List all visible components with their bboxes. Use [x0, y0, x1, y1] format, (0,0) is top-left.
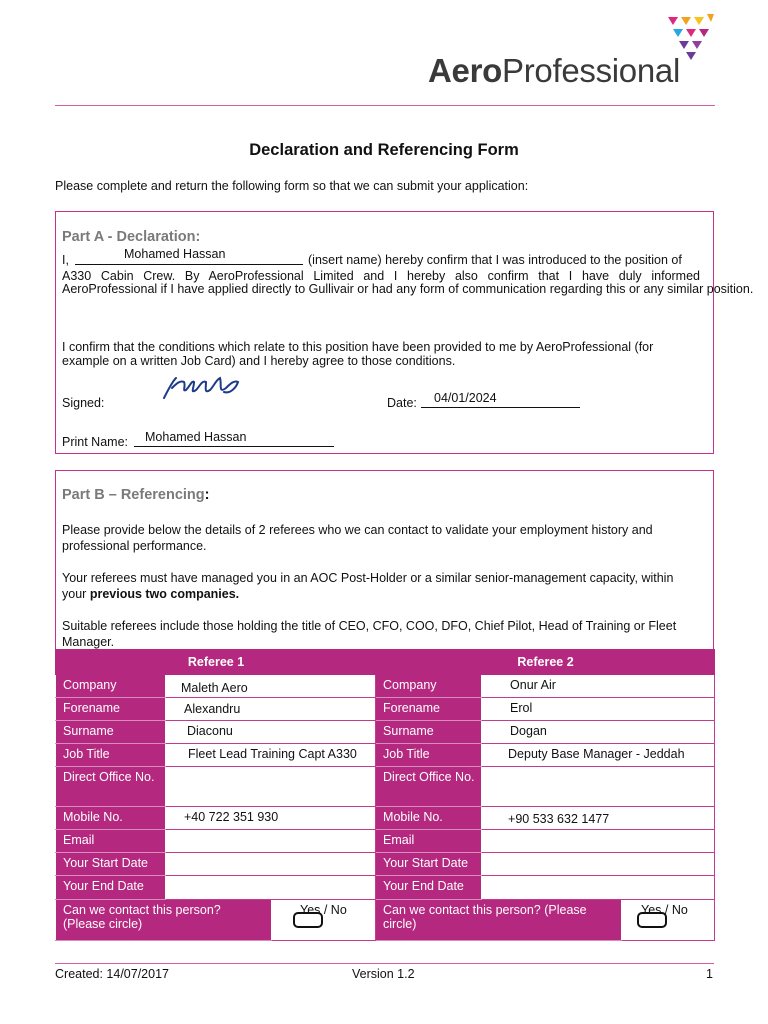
conditions-line2: example on a written Job Card) and I hereby agree to those conditions.	[62, 354, 456, 368]
footer-divider	[55, 963, 714, 964]
forename-label: Forename	[376, 698, 482, 721]
part-a-heading: Part A - Declaration:	[62, 229, 201, 245]
ref1-surname-field[interactable]: Diaconu	[166, 721, 376, 744]
ref1-contact-choice[interactable]: Yes / No	[272, 900, 376, 941]
referencing-p3-line2: Manager.	[62, 635, 115, 649]
forename-label: Forename	[56, 698, 166, 721]
footer-created: Created: 14/07/2017	[55, 967, 169, 981]
ref1-end-date-field[interactable]	[166, 876, 376, 900]
print-name-value: Mohamed Hassan	[145, 430, 247, 444]
job-title-label: Job Title	[56, 744, 166, 767]
table-row	[56, 767, 715, 807]
declaration-i: I,	[62, 253, 69, 267]
declaration-line2: A330 Cabin Crew. By AeroProfessional Limited and I hereby also confirm that I have duly informed	[62, 269, 700, 283]
date-value: 04/01/2024	[434, 391, 497, 405]
email-label: Email	[56, 830, 166, 853]
ref2-surname-field[interactable]: Dogan	[482, 721, 715, 744]
ref2-forename-field[interactable]: Erol	[482, 698, 715, 721]
start-date-label: Your Start Date	[376, 853, 482, 876]
ref2-start-date-field[interactable]	[482, 853, 715, 876]
table-row	[56, 698, 715, 721]
referencing-p1-line2: professional performance.	[62, 539, 207, 553]
referee-1-header: Referee 1	[56, 650, 376, 675]
table-row	[56, 650, 715, 675]
start-date-label: Your Start Date	[56, 853, 166, 876]
ref1-job-title-field[interactable]: Fleet Lead Training Capt A330	[166, 744, 376, 767]
referencing-p1-line1: Please provide below the details of 2 referees who we can contact to validate your employment history and	[62, 523, 653, 537]
footer-page-number: 1	[706, 967, 713, 981]
name-value: Mohamed Hassan	[124, 247, 226, 261]
ref2-mobile-field[interactable]: +90 533 632 1477	[482, 807, 715, 830]
contact-label: Can we contact this person? (Please circle)	[56, 900, 272, 941]
ref1-start-date-field[interactable]	[166, 853, 376, 876]
ref1-office-field[interactable]	[166, 767, 376, 807]
end-date-label: Your End Date	[56, 876, 166, 900]
ref2-job-title-field[interactable]: Deputy Base Manager - Jeddah	[482, 744, 715, 767]
logo-wordmark: AeroProfessional	[428, 52, 680, 89]
table-row	[56, 807, 715, 830]
ref1-company-field[interactable]: Maleth Aero	[166, 675, 376, 698]
table-row	[56, 721, 715, 744]
referees-table	[55, 649, 715, 941]
referencing-p2-line1: Your referees must have managed you in an AOC Post-Holder or a similar senior-management capacity, within	[62, 571, 674, 585]
declaration-line1: (insert name) hereby confirm that I was introduced to the position of	[308, 253, 682, 267]
mobile-label: Mobile No.	[376, 807, 482, 830]
ref2-end-date-field[interactable]	[482, 876, 715, 900]
table-row	[56, 876, 715, 900]
email-label: Email	[376, 830, 482, 853]
conditions-line1: I confirm that the conditions which relate to this position have been provided to me by AeroProfessional (for	[62, 340, 654, 354]
header-divider	[55, 105, 715, 106]
signed-label: Signed:	[62, 396, 105, 410]
intro-text: Please complete and return the following form so that we can submit your application:	[55, 179, 529, 193]
company-label: Company	[376, 675, 482, 698]
company-label: Company	[56, 675, 166, 698]
table-row	[56, 853, 715, 876]
print-name-label: Print Name:	[62, 435, 128, 449]
ref2-company-field[interactable]: Onur Air	[482, 675, 715, 698]
part-b-heading: Part B – Referencing:	[62, 487, 210, 503]
ref2-email-field[interactable]	[482, 830, 715, 853]
name-field[interactable]	[75, 247, 303, 265]
footer-version: Version 1.2	[352, 967, 415, 981]
table-row	[56, 675, 715, 698]
table-row	[56, 900, 715, 941]
office-label: Direct Office No.	[56, 767, 166, 807]
signature-icon[interactable]	[160, 372, 244, 402]
surname-label: Surname	[56, 721, 166, 744]
mobile-label: Mobile No.	[56, 807, 166, 830]
ref2-yes-circle-icon	[637, 912, 667, 928]
ref1-yes-circle-icon	[293, 912, 323, 928]
date-label: Date:	[387, 396, 417, 410]
date-field[interactable]	[421, 391, 580, 408]
table-row	[56, 830, 715, 853]
ref2-office-field[interactable]	[482, 767, 715, 807]
ref1-mobile-field[interactable]: +40 722 351 930	[166, 807, 376, 830]
table-row	[56, 744, 715, 767]
job-title-label: Job Title	[376, 744, 482, 767]
ref1-forename-field[interactable]: Alexandru	[166, 698, 376, 721]
referee-2-header: Referee 2	[376, 650, 715, 675]
ref1-email-field[interactable]	[166, 830, 376, 853]
referencing-p3-line1: Suitable referees include those holding the title of CEO, CFO, COO, DFO, Chief Pilot, Head of Training or Fleet	[62, 619, 677, 633]
ref2-contact-choice[interactable]: Yes / No	[622, 900, 715, 941]
end-date-label: Your End Date	[376, 876, 482, 900]
declaration-line3: AeroProfessional if I have applied directly to Gullivair or had any form of communication regarding this or any similar position.	[62, 282, 754, 296]
aeroprofessional-logo	[428, 14, 718, 94]
surname-label: Surname	[376, 721, 482, 744]
print-name-field[interactable]	[134, 429, 334, 447]
referencing-p2-line2: your previous two companies.	[62, 587, 240, 601]
office-label: Direct Office No.	[376, 767, 482, 807]
contact-label: Can we contact this person? (Please circle)	[376, 900, 622, 941]
form-title: Declaration and Referencing Form	[249, 141, 519, 159]
